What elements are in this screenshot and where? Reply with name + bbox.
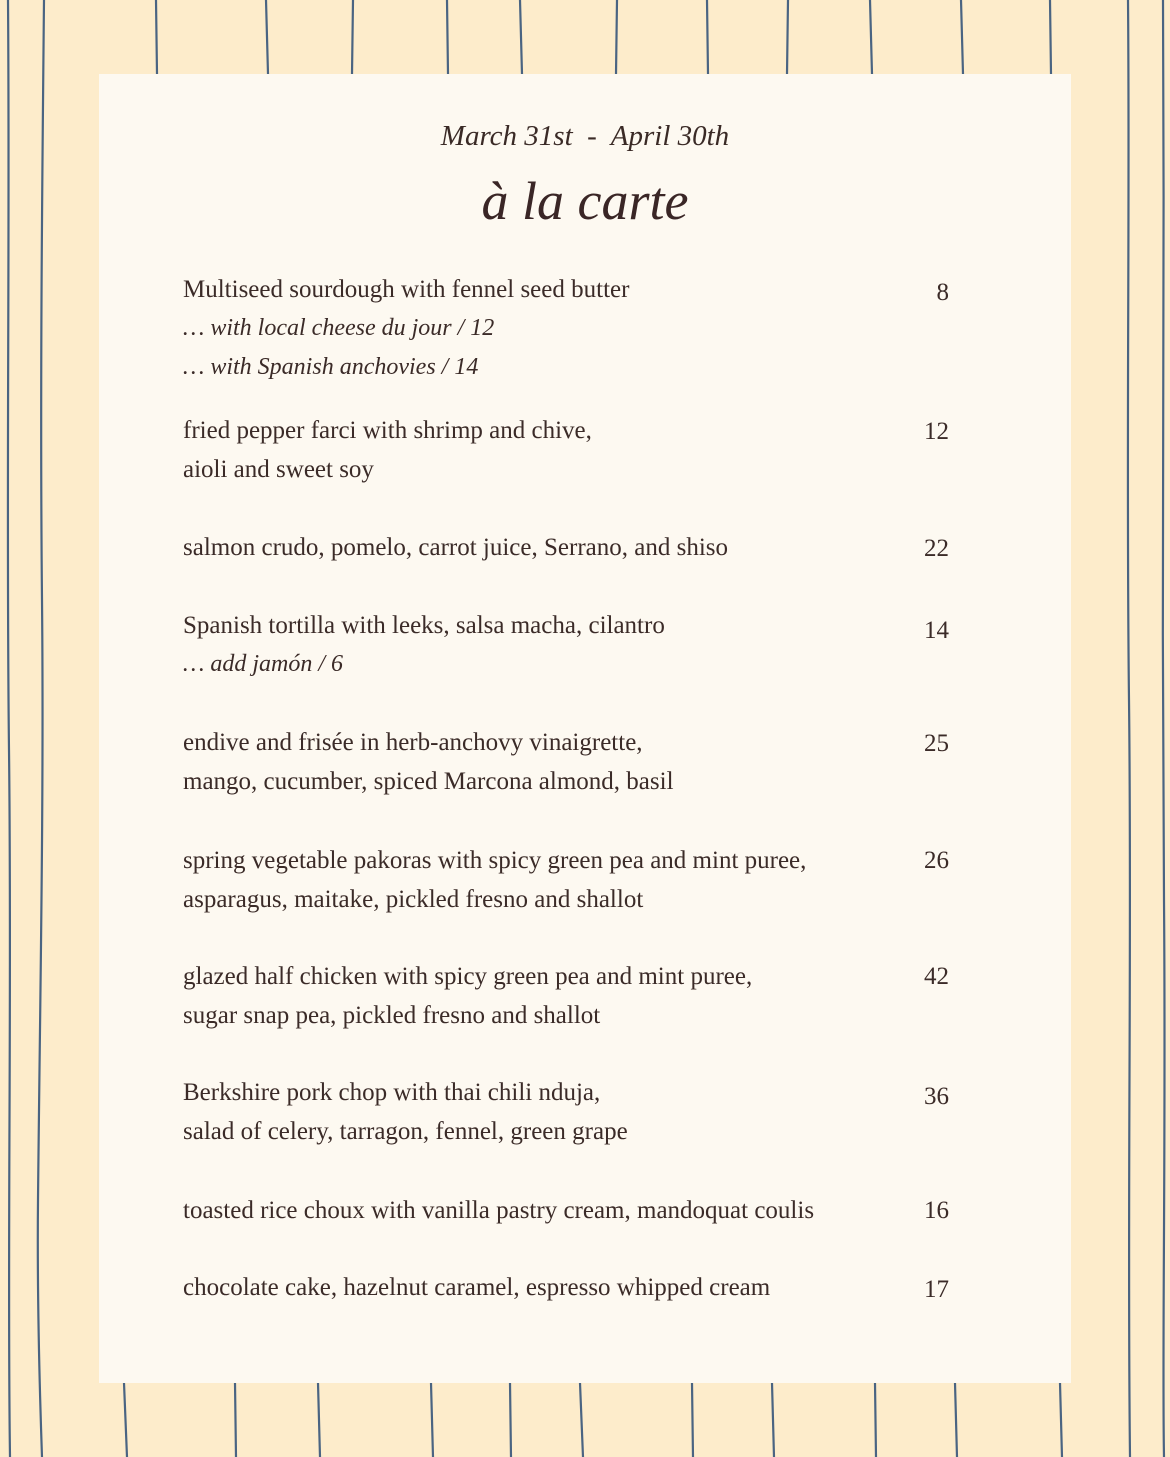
menu-item-price: 26 <box>924 847 949 874</box>
menu-item-description: aioli and sweet soy <box>183 456 374 483</box>
menu-item-description: salmon crudo, pomelo, carrot juice, Serrano, and shiso <box>183 534 728 561</box>
menu-item <box>183 411 963 489</box>
menu-item <box>183 528 963 567</box>
stripe <box>38 0 44 1457</box>
stripe <box>870 0 872 74</box>
menu-item-price: 25 <box>924 730 949 757</box>
stripe <box>875 1383 876 1457</box>
stripe <box>318 1383 320 1457</box>
menu-item-price: 22 <box>924 535 949 562</box>
stripe <box>616 0 617 74</box>
stripe <box>580 1383 583 1457</box>
stripe <box>772 1383 774 1457</box>
menu-item <box>183 1073 963 1151</box>
menu-item-price: 14 <box>924 617 949 644</box>
menu-item-description: fried pepper farci with shrimp and chive, <box>183 417 592 444</box>
menu-item-description: spring vegetable pakoras with spicy green pea and mint puree, <box>183 847 807 874</box>
menu-item-price: 8 <box>936 279 949 306</box>
menu-item-description: asparagus, maitake, pickled fresno and shallot <box>183 886 644 913</box>
stripe <box>8 0 10 1457</box>
menu-card <box>99 74 1071 1383</box>
menu-item-addon: … with Spanish anchovies / 14 <box>183 354 479 380</box>
menu-item-price: 17 <box>924 1276 949 1303</box>
menu-item <box>183 270 963 387</box>
stripe <box>266 0 268 74</box>
stripe <box>707 0 708 74</box>
stripe <box>692 1383 693 1457</box>
stripe <box>352 0 353 74</box>
stripe <box>510 1383 511 1457</box>
menu-item-description: salad of celery, tarragon, fennel, green grape <box>183 1118 628 1145</box>
stripe <box>955 1383 957 1457</box>
stripe <box>235 1383 236 1457</box>
menu-item <box>183 1191 963 1230</box>
menu-item <box>183 723 963 801</box>
stripe <box>447 0 448 74</box>
stripe <box>520 0 522 74</box>
menu-item-description: sugar snap pea, pickled fresno and shallot <box>183 1002 601 1029</box>
stripe <box>1128 0 1130 1457</box>
stripe <box>431 1383 433 1457</box>
menu-item-description: toasted rice choux with vanilla pastry cream, mandoquat coulis <box>183 1197 815 1224</box>
menu-item-description: Spanish tortilla with leeks, salsa macha, cilantro <box>183 612 665 639</box>
menu-item-price: 36 <box>924 1083 949 1110</box>
stripe <box>1163 0 1165 1457</box>
stripe <box>961 0 963 74</box>
menu-item-description: mango, cucumber, spiced Marcona almond, basil <box>183 768 674 795</box>
stripe <box>124 1383 127 1457</box>
menu-item-addon: … add jamón / 6 <box>183 651 344 677</box>
stripe <box>1050 0 1051 74</box>
menu-title: à la carte <box>481 171 689 231</box>
menu-item-description: Multiseed sourdough with fennel seed butter <box>183 276 630 303</box>
menu-item-price: 42 <box>924 963 949 990</box>
menu-item <box>183 841 963 919</box>
menu-item-description: glazed half chicken with spicy green pea and mint puree, <box>183 963 753 990</box>
menu-item-price: 16 <box>924 1197 949 1224</box>
stripe <box>156 0 157 74</box>
menu-item-description: Berkshire pork chop with thai chili nduja, <box>183 1079 601 1106</box>
menu-item-description: endive and frisée in herb-anchovy vinaigrette, <box>183 729 643 756</box>
menu-item <box>183 1268 963 1307</box>
menu-item-addon: … with local cheese du jour / 12 <box>183 315 495 341</box>
stripe <box>1060 1383 1062 1457</box>
menu-date-range: March 31st - April 30th <box>440 120 730 152</box>
menu-item-description: chocolate cake, hazelnut caramel, espresso whipped cream <box>183 1274 771 1301</box>
menu-item <box>183 957 963 1035</box>
menu-item-price: 12 <box>924 418 949 445</box>
stripe <box>787 0 788 74</box>
menu-item <box>183 606 963 684</box>
